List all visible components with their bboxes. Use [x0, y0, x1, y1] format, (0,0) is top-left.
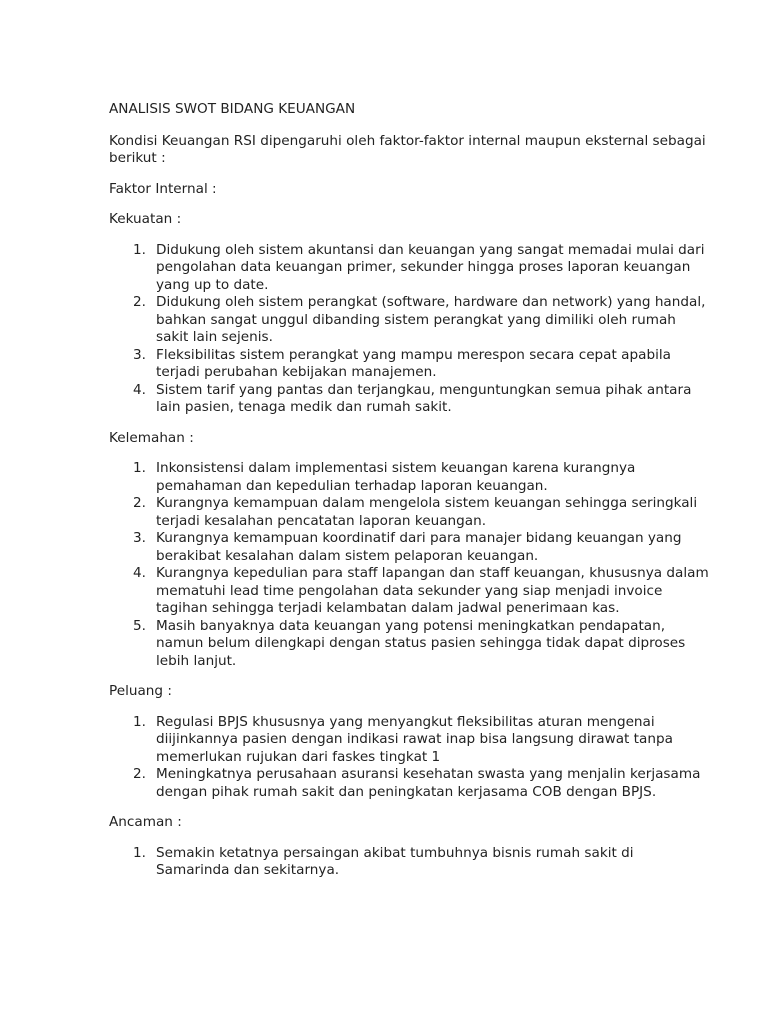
list-item-text: Kurangnya kemampuan koordinatif dari para manajer bidang keuangan yang berakibat kesalahan dalam sistem pelaporan keuangan. — [156, 530, 682, 564]
section-heading-strengths: Kekuatan : — [109, 211, 182, 227]
list-item — [109, 347, 709, 382]
internal-factor-heading: Faktor Internal : — [109, 180, 217, 197]
section-heading-threats: Ancaman : — [109, 814, 182, 830]
list-item-text: Masih banyaknya data keuangan yang potensi meningkatkan pendapatan, namun belum dilengkapi dengan status pasien sehingga tidak dapat diproses lebih lanjut. — [156, 617, 686, 669]
list-item — [109, 460, 709, 495]
list-item-text: Inkonsistensi dalam implementasi sistem keuangan karena kurangnya pemahaman dan kepedulian terhadap laporan keuangan. — [156, 460, 636, 494]
list-item-text: Sistem tarif yang pantas dan terjangkau, menguntungkan semua pihak antara lain pasien, tenaga medik dan rumah sakit. — [156, 381, 692, 415]
intro-paragraph: Kondisi Keuangan RSI dipengaruhi oleh faktor-faktor internal maupun eksternal sebagai berikut : — [109, 132, 706, 166]
list-item-text: Meningkatnya perusahaan asuransi kesehatan swasta yang menjalin kerjasama dengan pihak rumah sakit dan peningkatan kerjasama COB dengan BPJS. — [156, 766, 701, 800]
threats-list — [109, 845, 709, 880]
list-number: 1. — [133, 844, 146, 861]
list-item — [109, 565, 709, 618]
list-number: 1. — [133, 713, 146, 730]
document-title: ANALISIS SWOT BIDANG KEUANGAN — [109, 101, 356, 117]
list-number: 2. — [133, 294, 146, 310]
section-heading-weaknesses: Kelemahan : — [109, 429, 194, 446]
list-item-text: Didukung oleh sistem perangkat (software, hardware dan network) yang handal, bahkan sangat unggul dibanding sistem perangkat yang dimiliki oleh rumah sakit lain sejenis. — [156, 294, 706, 345]
list-item-text: Didukung oleh sistem akuntansi dan keuangan yang sangat memadai mulai dari pengolahan data keuangan primer, sekunder hingga proses laporan keuangan yang up to date. — [156, 241, 705, 293]
list-item — [109, 242, 709, 295]
list-number: 4. — [133, 381, 146, 398]
list-number: 2. — [133, 495, 146, 511]
list-number: 1. — [133, 241, 146, 258]
list-item — [109, 382, 709, 417]
list-item — [109, 495, 709, 530]
list-item-text: Semakin ketatnya persaingan akibat tumbuhnya bisnis rumah sakit di Samarinda dan sekitarnya. — [156, 844, 634, 878]
document-body — [109, 101, 709, 893]
list-number: 2. — [133, 766, 146, 782]
section-heading-opportunities: Peluang : — [109, 683, 172, 699]
list-item-text: Fleksibilitas sistem perangkat yang mampu merespon secara cepat apabila terjadi perubahan kebijakan manajemen. — [156, 346, 671, 380]
list-item — [109, 766, 709, 801]
list-item — [109, 618, 709, 671]
list-item-text: Kurangnya kemampuan dalam mengelola sistem keuangan sehingga seringkali terjadi kesalahan pencatatan laporan keuangan. — [156, 495, 698, 529]
weaknesses-list — [109, 460, 709, 670]
list-item-text: Kurangnya kepedulian para staff lapangan dan staff keuangan, khususnya dalam mematuhi lead time pengolahan data sekunder yang siap menjadi invoice tagihan sehingga terjadi kelambatan dalam jadwal penerimaan kas. — [156, 565, 709, 616]
list-number: 1. — [133, 460, 146, 476]
opportunities-list — [109, 714, 709, 802]
strengths-list — [109, 242, 709, 417]
list-number: 5. — [133, 617, 146, 634]
list-item — [109, 714, 709, 767]
list-number: 3. — [133, 530, 146, 546]
list-item — [109, 530, 709, 565]
list-item — [109, 845, 709, 880]
list-number: 4. — [133, 565, 146, 581]
list-number: 3. — [133, 346, 146, 363]
list-item — [109, 294, 709, 347]
list-item-text: Regulasi BPJS khususnya yang menyangkut fleksibilitas aturan mengenai diijinkannya pasien dengan indikasi rawat inap bisa langsung dirawat tanpa memerlukan rujukan dari faskes tingkat 1 — [156, 713, 673, 765]
